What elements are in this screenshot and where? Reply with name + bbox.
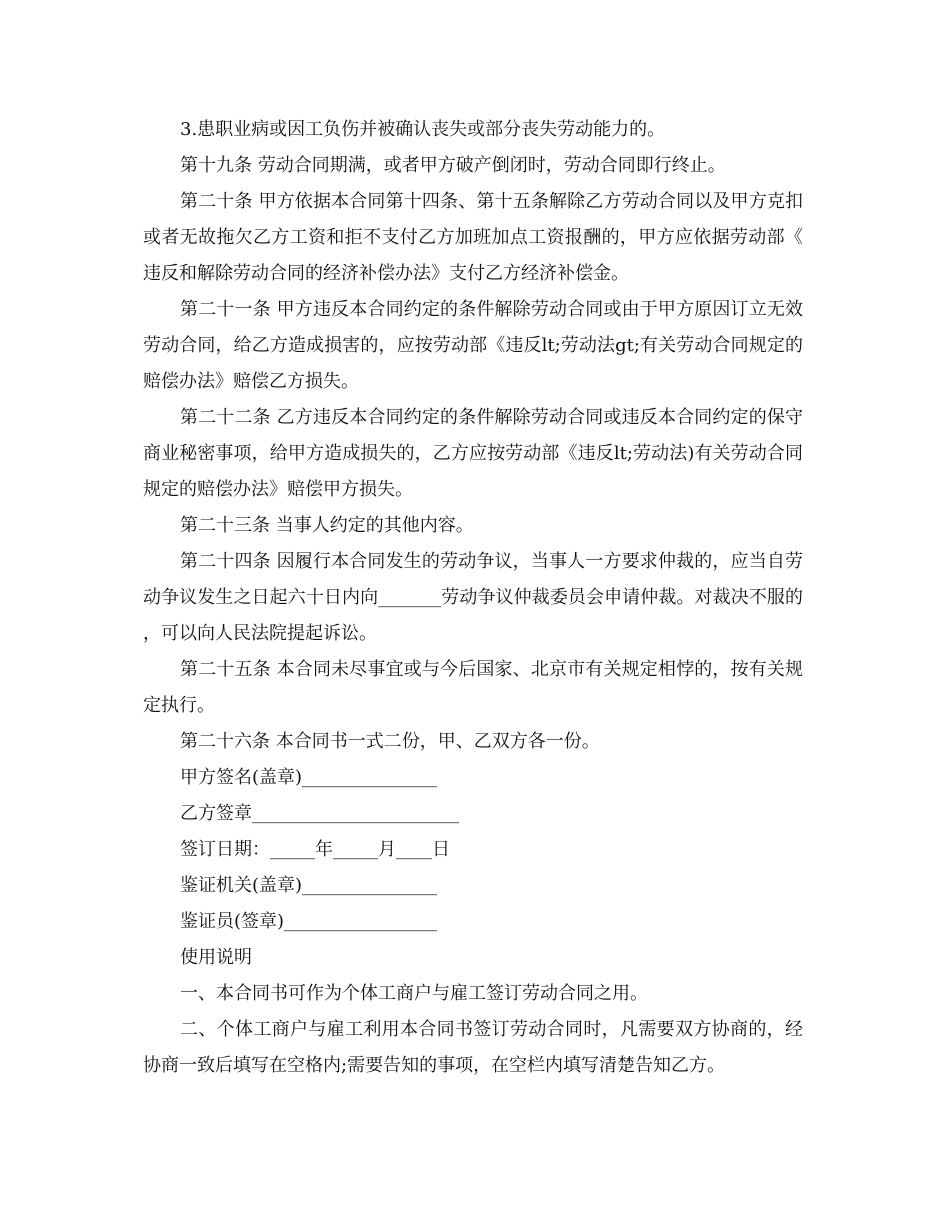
certifying-authority-line: 鉴证机关(盖章)_______________ — [180, 875, 438, 896]
clause-item-3: 3.患职业病或因工负伤并被确认丧失或部分丧失劳动能力的。 — [180, 119, 666, 140]
certifier-signature-line: 鉴证员(签章)_________________ — [180, 911, 438, 932]
party-a-signature-line: 甲方签名(盖章)_______________ — [180, 767, 438, 788]
clause-20: 第二十条 甲方依据本合同第十四条、第十五条解除乙方劳动合同以及甲方克扣或者无故拖欠乙方工资和拒不支付乙方加班加点工资报酬的，甲方应依据劳动部《违反和解除劳动合同的经济补偿办法》支付乙方经济补偿金。 — [143, 191, 803, 284]
usage-notes-heading: 使用说明 — [180, 947, 252, 968]
clause-25: 第二十五条 本合同未尽事宜或与今后国家、北京市有关规定相悖的，按有关规定执行。 — [143, 659, 803, 716]
clause-21: 第二十一条 甲方违反本合同约定的条件解除劳动合同或由于甲方原因订立无效劳动合同，给乙方造成损害的，应按劳动部《违反lt;劳动法gt;有关劳动合同规定的赔偿办法》赔偿乙方损失。 — [143, 299, 803, 392]
clause-19: 第十九条 劳动合同期满，或者甲方破产倒闭时，劳动合同即行终止。 — [180, 155, 726, 176]
clause-24: 第二十四条 因履行本合同发生的劳动争议，当事人一方要求仲裁的，应当自劳动争议发生之日起六十日内向_______劳动争议仲裁委员会申请仲裁。对裁决不服的，可以向人民法院提起诉讼。 — [143, 551, 803, 644]
usage-note-1: 一、本合同书可作为个体工商户与雇工签订劳动合同之用。 — [180, 983, 648, 1004]
signing-date-line: 签订日期：_____年_____月____日 — [180, 839, 450, 860]
party-b-signature-line: 乙方签章_______________________ — [180, 803, 459, 824]
document-body — [143, 112, 803, 1084]
clause-23: 第二十三条 当事人约定的其他内容。 — [180, 515, 474, 536]
usage-note-2: 二、个体工商户与雇工利用本合同书签订劳动合同时，凡需要双方协商的，经协商一致后填写在空格内;需要告知的事项，在空栏内填写清楚告知乙方。 — [143, 1019, 803, 1076]
clause-26: 第二十六条 本合同书一式二份，甲、乙双方各一份。 — [180, 731, 600, 752]
clause-22: 第二十二条 乙方违反本合同约定的条件解除劳动合同或违反本合同约定的保守商业秘密事项，给甲方造成损失的，乙方应按劳动部《违反lt;劳动法)有关劳动合同规定的赔偿办法》赔偿甲方损失。 — [143, 407, 803, 500]
